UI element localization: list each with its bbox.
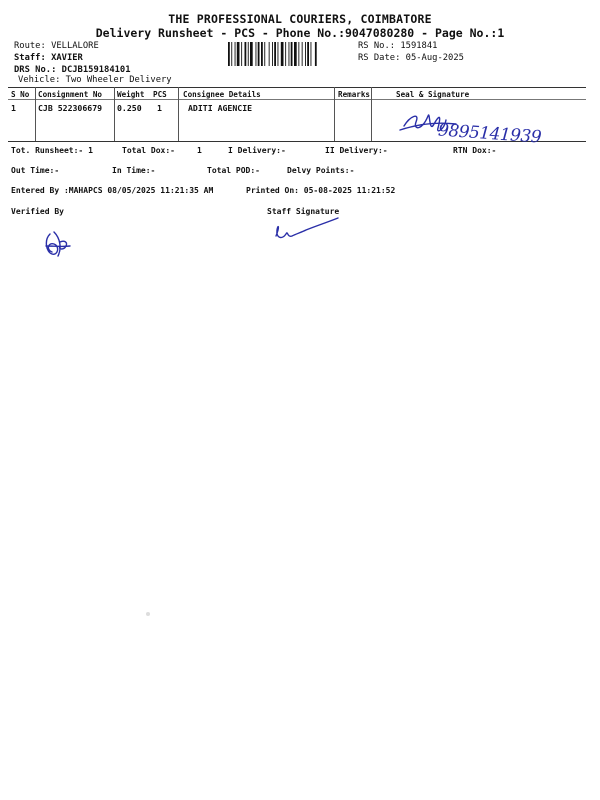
total-dox-value: 1 [197, 146, 202, 155]
table-header-divider [8, 99, 586, 100]
rs-number: RS No.: 1591841 [358, 41, 438, 51]
row-pcs: 1 [157, 103, 162, 113]
header-weight: Weight [117, 90, 145, 99]
rtn-dox: RTN Dox:- [453, 146, 497, 155]
row-sno: 1 [11, 103, 16, 113]
in-time: In Time:- [112, 166, 156, 175]
ii-delivery: II Delivery:- [325, 146, 388, 155]
col-divider [35, 87, 36, 141]
header-sno: S No [11, 90, 30, 99]
row-consignee: ADITI AGENCIE [188, 103, 253, 113]
drs-number: DRS No.: DCJB159184101 [14, 65, 131, 75]
printed-on: Printed On: 05-08-2025 11:21:52 [246, 186, 396, 195]
header-seal-signature: Seal & Signature [396, 90, 470, 99]
row-consignment-no: CJB 522306679 [38, 103, 103, 113]
col-divider [178, 87, 179, 141]
scan-speck [146, 612, 150, 616]
tot-runsheet: Tot. Runsheet:- 1 [11, 146, 93, 155]
total-dox: Total Dox:- [122, 146, 175, 155]
total-pod: Total POD:- [207, 166, 260, 175]
header-consignee-details: Consignee Details [183, 90, 261, 99]
i-delivery: I Delivery:- [228, 146, 286, 155]
table-top-border [8, 87, 586, 88]
col-divider [114, 87, 115, 141]
delvy-points: Delvy Points:- [287, 166, 355, 175]
verified-by-label: Verified By [11, 207, 64, 216]
staff-signature-label: Staff Signature [267, 207, 340, 216]
out-time: Out Time:- [11, 166, 60, 175]
header-pcs: PCS [153, 90, 167, 99]
col-divider [334, 87, 335, 141]
route-label: Route: VELLALORE [14, 41, 99, 51]
col-divider [371, 87, 372, 141]
verified-signature-handwriting [40, 228, 80, 260]
company-title: THE PROFESSIONAL COURIERS, COIMBATORE [168, 12, 432, 26]
entered-by: Entered By :MAHAPCS 08/05/2025 11:21:35 AM [11, 186, 214, 195]
staff-signature-handwriting [272, 214, 344, 244]
barcode-image [228, 42, 350, 66]
rs-date: RS Date: 05-Aug-2025 [358, 53, 464, 63]
row-weight: 0.250 [117, 103, 142, 113]
header-consignment-no: Consignment No [38, 90, 103, 99]
vehicle-label: Vehicle: Two Wheeler Delivery [18, 75, 172, 85]
runsheet-title: Delivery Runsheet - PCS - Phone No.:9047080280 - Page No.:1 [95, 26, 505, 40]
staff-label: Staff: XAVIER [14, 53, 83, 63]
row-seal-number: 9895141939 [437, 120, 542, 148]
header-remarks: Remarks [338, 90, 371, 99]
